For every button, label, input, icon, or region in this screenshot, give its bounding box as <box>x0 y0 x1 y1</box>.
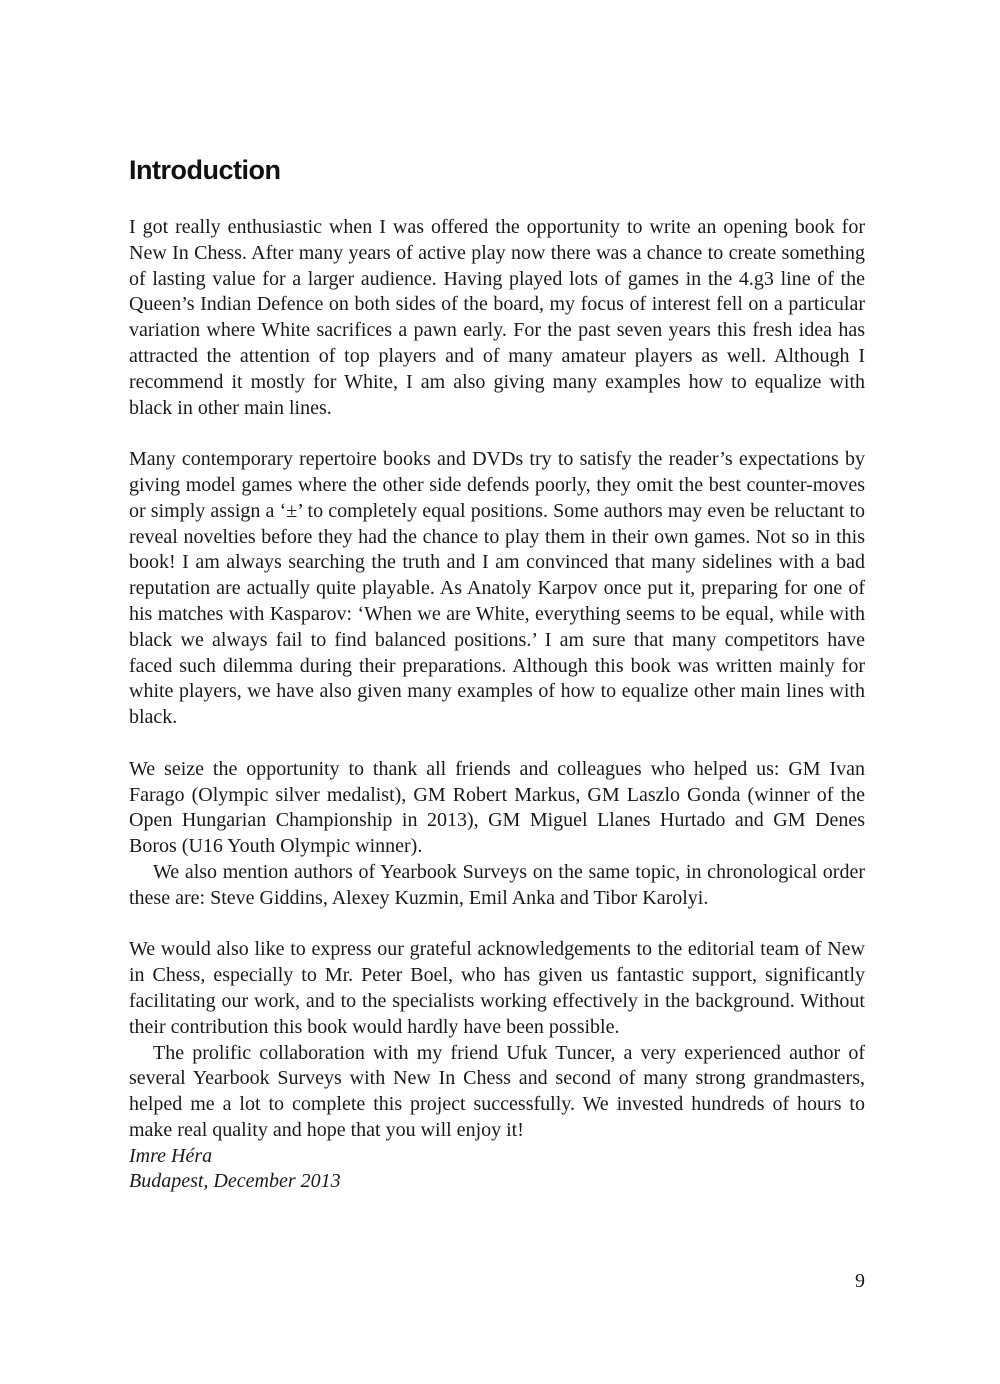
paragraph-authors: We also mention authors of Yearbook Surveys on the same topic, in chronological order these are: Steve Giddins, Alexey Kuzmin, Emil Anka and Tibor Karolyi. <box>129 860 865 909</box>
paragraph-opening: I got really enthusiastic when I was offered the opportunity to write an opening book for New In Chess. After many years of active play now there was a chance to create something of lasting value for a larger audience. Having played lots of games in the 4.g3 line of the Queen’s Indian Defence on both sides of the board, my focus of interest fell on a particular variation where White sacrifices a pawn early. For the past seven years this fresh idea has attracted the attention of top players and of many amateur players as well. Although I recommend it mostly for White, I am also giving many examples how to equalize with black in other main lines. <box>129 216 865 419</box>
paragraph-repertoire: Many contemporary repertoire books and DVDs try to satisfy the reader’s expectations by giving model games where the other side defends poorly, they omit the best counter-moves or simply assign a ‘±’ to completely equal positions. Some authors may even be reluctant to reveal novelties before they had the chance to play them in their own games. Not so in this book! I am always searching the truth and I am convinced that many sidelines with a bad reputation are actually quite playable. As Anatoly Karpov once put it, preparing for one of his matches with Kasparov: ‘When we are White, everything seems to be equal, while with black we always fail to find balanced positions.’ I am sure that many competitors have faced such dilemma during their preparations. Although this book was written mainly for white players, we have also given many examples of how to equalize other main lines with black. <box>129 448 865 729</box>
chapter-heading: Introduction <box>129 155 281 185</box>
signature-place-date: Budapest, December 2013 <box>129 1170 341 1193</box>
paragraph-acknowledgements: We would also like to express our grateful acknowledgements to the editorial team of New in Chess, especially to Mr. Peter Boel, who has given us fantastic support, significantly facilitating our work, and to the specialists working effectively in the background. Without their contribution this book would hardly have been possible. <box>129 938 865 1038</box>
signature-author: Imre Héra <box>129 1144 213 1167</box>
paragraph-thanks: We seize the opportunity to thank all friends and colleagues who helped us: GM Ivan Farago (Olympic silver medalist), GM Robert Markus, GM Laszlo Gonda (winner of the Open Hungarian Championship in 2013), GM Miguel Llanes Hurtado and GM Denes Boros (U16 Youth Olympic winner). <box>129 757 865 858</box>
document-page <box>129 0 865 1384</box>
paragraph-collaboration: The prolific collaboration with my friend Ufuk Tuncer, a very experienced author of several Yearbook Surveys with New In Chess and second of many strong grandmasters, helped me a lot to complete this project successfully. We invested hundreds of hours to make real quality and hope that you will enjoy it! <box>129 1041 865 1141</box>
body-text <box>129 215 865 1195</box>
page-number: 9 <box>855 1270 865 1292</box>
